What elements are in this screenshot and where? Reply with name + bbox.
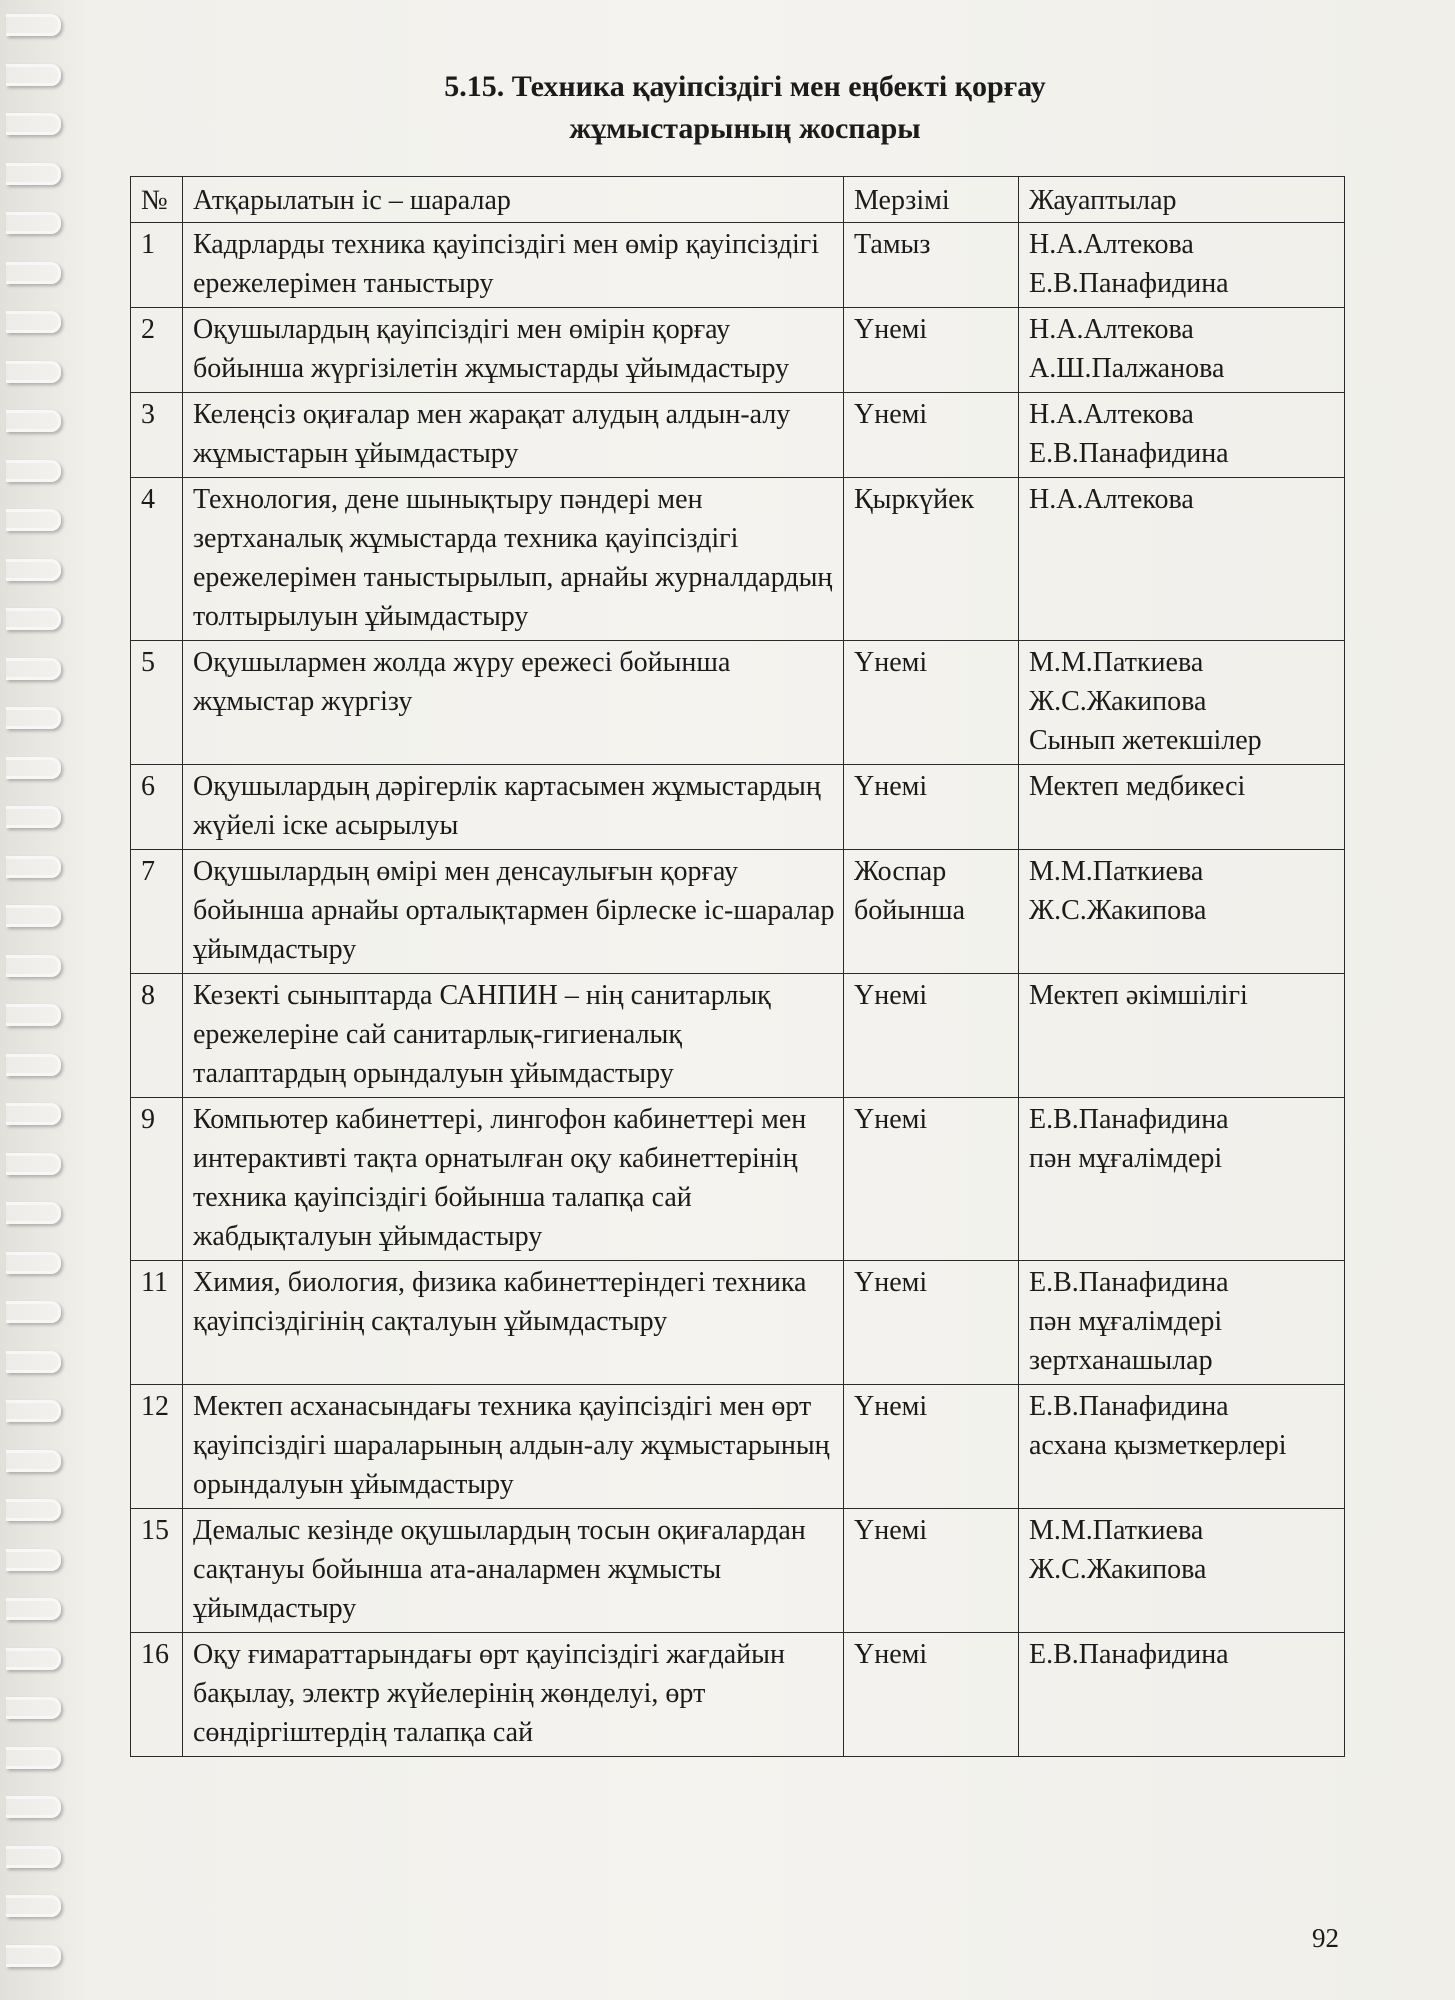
row-responsible — [1019, 1098, 1345, 1261]
binding-ring — [6, 1895, 61, 1917]
binding-ring — [6, 1796, 61, 1818]
responsible-person: Н.А.Алтекова — [1029, 399, 1194, 430]
row-number: 12 — [131, 1385, 183, 1509]
binding-ring — [6, 856, 61, 878]
title-line-2: жұмыстарының жоспары — [569, 112, 921, 145]
row-term: Қыркүйек — [844, 478, 1019, 641]
row-activity: Мектеп асханасындағы техника қауіпсіздігі мен өрт қауіпсіздігі шараларының алдын-алу жұмыстарының орындалуын ұйымдастыру — [183, 1385, 844, 1509]
row-activity: Келеңсіз оқиғалар мен жарақат алудың алдын-алу жұмыстарын ұйымдастыру — [183, 393, 844, 478]
row-responsible — [1019, 1385, 1345, 1509]
responsible-person: пән мұғалімдері — [1029, 1143, 1223, 1174]
row-responsible — [1019, 850, 1345, 974]
binding-ring — [6, 1103, 61, 1125]
responsible-person: Е.В.Панафидина — [1029, 1267, 1229, 1298]
row-number: 11 — [131, 1261, 183, 1385]
table-row — [131, 1385, 1345, 1509]
row-activity: Оқу ғимараттарындағы өрт қауіпсіздігі жағдайын бақылау, электр жүйелерінің жөнделуі, өрт сөндіргіштердің талапқа сай — [183, 1633, 844, 1757]
row-activity: Компьютер кабинеттері, лингофон кабинеттері мен интерактивті тақта орнатылған оқу кабинеттерінің техника қауіпсіздігі бойынша талапқа сай жабдықталуын ұйымдастыру — [183, 1098, 844, 1261]
binding-ring — [6, 1301, 61, 1323]
responsible-person: Сынып жетекшілер — [1029, 725, 1262, 756]
binding-ring — [6, 64, 61, 86]
binding-ring — [6, 1450, 61, 1472]
row-activity: Оқушылардың өмірі мен денсаулығын қорғау бойынша арнайы орталықтармен бірлескe іс-шаралар ұйымдастыру — [183, 850, 844, 974]
plan-table — [130, 176, 1345, 1757]
row-term: Жоспар бойынша — [844, 850, 1019, 974]
row-activity: Технология, дене шынықтыру пәндері мен зертханалық жұмыстарда техника қауіпсіздігі ережелерімен таныстырылып, арнайы журналдардың толтырылуын ұйымдастыру — [183, 478, 844, 641]
row-responsible — [1019, 765, 1345, 850]
responsible-person: Ж.С.Жакипова — [1029, 686, 1207, 717]
spiral-binding — [0, 0, 70, 2000]
responsible-person: Н.А.Алтекова — [1029, 314, 1194, 345]
row-responsible — [1019, 1261, 1345, 1385]
row-number: 7 — [131, 850, 183, 974]
table-row — [131, 1098, 1345, 1261]
header-term: Мерзімі — [844, 177, 1019, 223]
binding-ring — [6, 1153, 61, 1175]
table-row — [131, 308, 1345, 393]
responsible-person: Е.В.Панафидина — [1029, 1104, 1229, 1135]
row-term: Үнемі — [844, 1098, 1019, 1261]
binding-ring — [6, 361, 61, 383]
title-line-1: 5.15. Техника қауіпсіздігі мен еңбекті қорғау — [444, 70, 1046, 103]
row-activity: Химия, биология, физика кабинеттеріндегі техника қауіпсіздігінің сақталуын ұйымдастыру — [183, 1261, 844, 1385]
binding-ring — [6, 1054, 61, 1076]
row-activity: Кадрларды техника қауіпсіздігі мен өмір қауіпсіздігі ережелерімен таныстыру — [183, 223, 844, 308]
row-number: 2 — [131, 308, 183, 393]
responsible-person: Ж.С.Жакипова — [1029, 895, 1207, 926]
row-activity: Оқушылармен жолда жүру ережесі бойынша жұмыстар жүргізу — [183, 641, 844, 765]
row-number: 6 — [131, 765, 183, 850]
binding-ring — [6, 608, 61, 630]
binding-ring — [6, 806, 61, 828]
binding-ring — [6, 212, 61, 234]
table-row — [131, 765, 1345, 850]
responsible-person: Е.В.Панафидина — [1029, 1639, 1229, 1670]
row-number: 5 — [131, 641, 183, 765]
table-row — [131, 641, 1345, 765]
table-row — [131, 478, 1345, 641]
binding-ring — [6, 1499, 61, 1521]
row-activity: Кезекті сыныптарда САНПИН – нің санитарлық ережелеріне сай санитарлық-гигиеналық талаптардың орындалуын ұйымдастыру — [183, 974, 844, 1098]
row-number: 15 — [131, 1509, 183, 1633]
binding-ring — [6, 658, 61, 680]
table-row — [131, 393, 1345, 478]
binding-ring — [6, 1697, 61, 1719]
binding-ring — [6, 509, 61, 531]
binding-ring — [6, 707, 61, 729]
binding-ring — [6, 1598, 61, 1620]
responsible-person: Мектеп әкімшілігі — [1029, 980, 1248, 1011]
binding-ring — [6, 1202, 61, 1224]
row-term: Үнемі — [844, 393, 1019, 478]
binding-ring — [6, 1400, 61, 1422]
page-title — [130, 66, 1360, 150]
table-row — [131, 1261, 1345, 1385]
binding-ring — [6, 14, 61, 36]
table-header-row — [131, 177, 1345, 223]
row-responsible — [1019, 641, 1345, 765]
binding-ring — [6, 757, 61, 779]
responsible-person: Е.В.Панафидина — [1029, 438, 1229, 469]
binding-ring — [6, 1846, 61, 1868]
row-number: 1 — [131, 223, 183, 308]
row-term: Үнемі — [844, 1509, 1019, 1633]
responsible-person: М.М.Паткиева — [1029, 647, 1204, 678]
row-term: Үнемі — [844, 641, 1019, 765]
binding-ring — [6, 905, 61, 927]
responsible-person: Н.А.Алтекова — [1029, 484, 1194, 515]
binding-ring — [6, 1351, 61, 1373]
responsible-person: Ж.С.Жакипова — [1029, 1554, 1207, 1585]
row-term: Үнемі — [844, 1385, 1019, 1509]
binding-ring — [6, 1945, 61, 1967]
binding-ring — [6, 113, 61, 135]
row-term: Тамыз — [844, 223, 1019, 308]
row-activity: Демалыс кезінде оқушылардың тосын оқиғалардан сақтануы бойынша ата-аналармен жұмысты ұйымдастыру — [183, 1509, 844, 1633]
row-term: Үнемі — [844, 974, 1019, 1098]
header-activity: Атқарылатын іс – шаралар — [183, 177, 844, 223]
table-row — [131, 1509, 1345, 1633]
header-responsible: Жауаптылар — [1019, 177, 1345, 223]
table-row — [131, 850, 1345, 974]
responsible-person: М.М.Паткиева — [1029, 1515, 1204, 1546]
table-row — [131, 1633, 1345, 1757]
responsible-person: асхана қызметкерлері — [1029, 1430, 1287, 1461]
binding-ring — [6, 1549, 61, 1571]
page-number: 92 — [1312, 1923, 1339, 1953]
responsible-person: Н.А.Алтекова — [1029, 229, 1194, 260]
binding-ring — [6, 1648, 61, 1670]
binding-ring — [6, 311, 61, 333]
binding-ring — [6, 460, 61, 482]
binding-ring — [6, 1004, 61, 1026]
responsible-person: М.М.Паткиева — [1029, 856, 1204, 887]
responsible-person: Мектеп медбикесі — [1029, 771, 1246, 802]
binding-ring — [6, 559, 61, 581]
binding-ring — [6, 955, 61, 977]
row-term: Үнемі — [844, 308, 1019, 393]
row-number: 4 — [131, 478, 183, 641]
row-number: 8 — [131, 974, 183, 1098]
header-number: № — [131, 177, 183, 223]
binding-ring — [6, 1747, 61, 1769]
row-responsible — [1019, 974, 1345, 1098]
row-responsible — [1019, 1633, 1345, 1757]
row-term: Үнемі — [844, 1261, 1019, 1385]
row-responsible — [1019, 478, 1345, 641]
row-term: Үнемі — [844, 1633, 1019, 1757]
row-responsible — [1019, 1509, 1345, 1633]
responsible-person: зертханашылар — [1029, 1345, 1213, 1376]
responsible-person: Е.В.Панафидина — [1029, 1391, 1229, 1422]
table-row — [131, 223, 1345, 308]
responsible-person: А.Ш.Палжанова — [1029, 353, 1225, 384]
row-term: Үнемі — [844, 765, 1019, 850]
row-activity: Оқушылардың дәрігерлік картасымен жұмыстардың жүйелі іске асырылуы — [183, 765, 844, 850]
row-responsible — [1019, 393, 1345, 478]
row-activity: Оқушылардың қауіпсіздігі мен өмірін қорғау бойынша жүргізілетін жұмыстарды ұйымдастыру — [183, 308, 844, 393]
binding-ring — [6, 163, 61, 185]
row-number: 16 — [131, 1633, 183, 1757]
responsible-person: Е.В.Панафидина — [1029, 268, 1229, 299]
binding-ring — [6, 262, 61, 284]
table-row — [131, 974, 1345, 1098]
row-responsible — [1019, 223, 1345, 308]
responsible-person: пән мұғалімдері — [1029, 1306, 1223, 1337]
row-number: 3 — [131, 393, 183, 478]
row-responsible — [1019, 308, 1345, 393]
binding-ring — [6, 410, 61, 432]
row-number: 9 — [131, 1098, 183, 1261]
binding-ring — [6, 1252, 61, 1274]
